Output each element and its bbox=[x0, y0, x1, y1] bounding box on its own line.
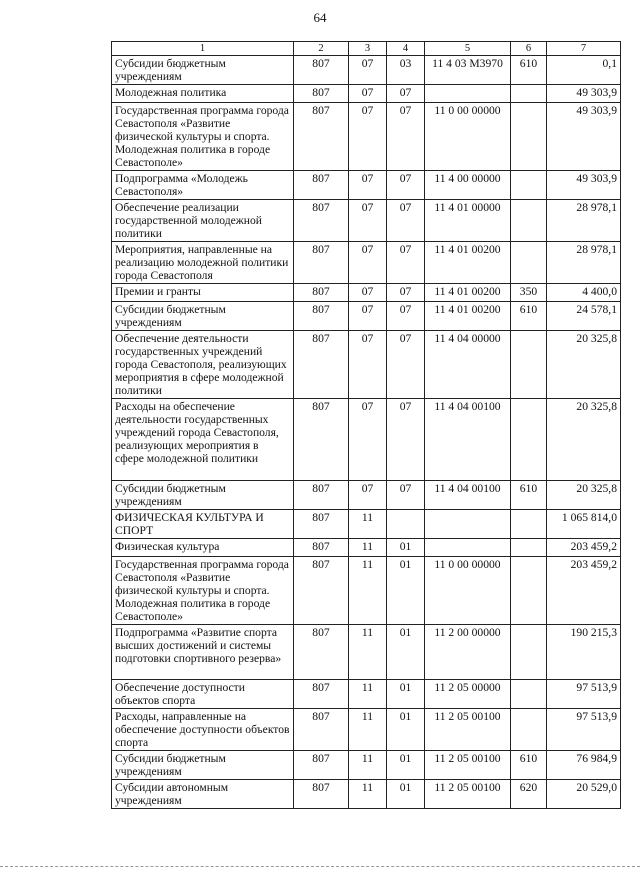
row-ministry: 807 bbox=[294, 200, 349, 242]
row-amount: 203 459,2 bbox=[547, 539, 621, 557]
table-row bbox=[112, 103, 621, 171]
row-target-article: 11 4 01 00200 bbox=[425, 242, 511, 284]
row-section: 07 bbox=[349, 171, 387, 200]
row-expense-type: 610 bbox=[511, 751, 547, 780]
row-ministry: 807 bbox=[294, 56, 349, 85]
row-subsection: 07 bbox=[387, 331, 425, 399]
col-header: 3 bbox=[349, 42, 387, 56]
table-row bbox=[112, 56, 621, 85]
row-expense-type bbox=[511, 399, 547, 481]
table-row bbox=[112, 510, 621, 539]
row-expense-type: 610 bbox=[511, 302, 547, 331]
row-ministry: 807 bbox=[294, 510, 349, 539]
row-name: ФИЗИЧЕСКАЯ КУЛЬТУРА И СПОРТ bbox=[112, 510, 294, 539]
row-target-article: 11 4 01 00200 bbox=[425, 302, 511, 331]
row-name: Премии и гранты bbox=[112, 284, 294, 302]
row-name: Субсидии бюджетным учреждениям bbox=[112, 302, 294, 331]
row-target-article: 11 2 00 00000 bbox=[425, 625, 511, 680]
row-subsection: 07 bbox=[387, 481, 425, 510]
row-target-article: 11 4 01 00200 bbox=[425, 284, 511, 302]
row-ministry: 807 bbox=[294, 751, 349, 780]
row-section: 07 bbox=[349, 481, 387, 510]
row-ministry: 807 bbox=[294, 85, 349, 103]
row-target-article: 11 0 00 00000 bbox=[425, 103, 511, 171]
row-expense-type bbox=[511, 200, 547, 242]
row-target-article bbox=[425, 510, 511, 539]
row-amount: 20 325,8 bbox=[547, 331, 621, 399]
table-row bbox=[112, 200, 621, 242]
table-row bbox=[112, 302, 621, 331]
table-row bbox=[112, 557, 621, 625]
header-row bbox=[112, 42, 621, 56]
row-expense-type bbox=[511, 331, 547, 399]
row-section: 11 bbox=[349, 510, 387, 539]
row-section: 11 bbox=[349, 780, 387, 809]
row-subsection: 07 bbox=[387, 171, 425, 200]
row-subsection: 07 bbox=[387, 103, 425, 171]
table-row bbox=[112, 709, 621, 751]
row-target-article: 11 2 05 00100 bbox=[425, 751, 511, 780]
row-subsection: 01 bbox=[387, 557, 425, 625]
row-amount: 49 303,9 bbox=[547, 85, 621, 103]
table-row bbox=[112, 85, 621, 103]
row-name: Субсидии автономным учреждениям bbox=[112, 780, 294, 809]
row-name: Государственная программа города Севастополя «Развитие физической культуры и спорта. Молодежная политика в городе Севастополе» bbox=[112, 557, 294, 625]
row-amount: 20 529,0 bbox=[547, 780, 621, 809]
row-subsection: 01 bbox=[387, 680, 425, 709]
row-ministry: 807 bbox=[294, 780, 349, 809]
row-subsection: 01 bbox=[387, 780, 425, 809]
row-name: Субсидии бюджетным учреждениям bbox=[112, 751, 294, 780]
table-row bbox=[112, 680, 621, 709]
row-target-article bbox=[425, 539, 511, 557]
row-name: Физическая культура bbox=[112, 539, 294, 557]
row-ministry: 807 bbox=[294, 625, 349, 680]
table-row bbox=[112, 399, 621, 481]
col-header: 6 bbox=[511, 42, 547, 56]
row-name: Подпрограмма «Молодежь Севастополя» bbox=[112, 171, 294, 200]
col-header: 5 bbox=[425, 42, 511, 56]
row-target-article: 11 4 01 00000 bbox=[425, 200, 511, 242]
row-subsection: 01 bbox=[387, 709, 425, 751]
row-subsection: 07 bbox=[387, 302, 425, 331]
row-expense-type: 610 bbox=[511, 481, 547, 510]
table-row bbox=[112, 331, 621, 399]
table-row bbox=[112, 481, 621, 510]
row-ministry: 807 bbox=[294, 242, 349, 284]
row-ministry: 807 bbox=[294, 302, 349, 331]
row-subsection: 01 bbox=[387, 751, 425, 780]
row-subsection: 03 bbox=[387, 56, 425, 85]
row-section: 07 bbox=[349, 242, 387, 284]
budget-table bbox=[111, 41, 621, 809]
row-expense-type: 350 bbox=[511, 284, 547, 302]
row-amount: 20 325,8 bbox=[547, 399, 621, 481]
row-amount: 24 578,1 bbox=[547, 302, 621, 331]
row-expense-type bbox=[511, 625, 547, 680]
col-header: 2 bbox=[294, 42, 349, 56]
row-expense-type bbox=[511, 539, 547, 557]
row-subsection: 07 bbox=[387, 85, 425, 103]
row-section: 07 bbox=[349, 284, 387, 302]
row-subsection: 07 bbox=[387, 399, 425, 481]
col-header: 7 bbox=[547, 42, 621, 56]
row-section: 07 bbox=[349, 200, 387, 242]
row-section: 07 bbox=[349, 302, 387, 331]
row-name: Подпрограмма «Развитие спорта высших достижений и системы подготовки спортивного резерва» bbox=[112, 625, 294, 680]
row-name: Государственная программа города Севастополя «Развитие физической культуры и спорта. Молодежная политика в городе Севастополе» bbox=[112, 103, 294, 171]
row-target-article: 11 0 00 00000 bbox=[425, 557, 511, 625]
row-section: 11 bbox=[349, 625, 387, 680]
row-name: Обеспечение реализации государственной молодежной политики bbox=[112, 200, 294, 242]
row-subsection bbox=[387, 510, 425, 539]
row-amount: 4 400,0 bbox=[547, 284, 621, 302]
col-header: 4 bbox=[387, 42, 425, 56]
row-ministry: 807 bbox=[294, 331, 349, 399]
row-amount: 20 325,8 bbox=[547, 481, 621, 510]
row-ministry: 807 bbox=[294, 481, 349, 510]
row-expense-type bbox=[511, 680, 547, 709]
row-subsection: 01 bbox=[387, 539, 425, 557]
col-header: 1 bbox=[112, 42, 294, 56]
row-target-article: 11 4 04 00000 bbox=[425, 331, 511, 399]
row-amount: 1 065 814,0 bbox=[547, 510, 621, 539]
row-ministry: 807 bbox=[294, 557, 349, 625]
row-expense-type: 620 bbox=[511, 780, 547, 809]
table-row bbox=[112, 539, 621, 557]
row-name: Субсидии бюджетным учреждениям bbox=[112, 56, 294, 85]
row-amount: 190 215,3 bbox=[547, 625, 621, 680]
row-ministry: 807 bbox=[294, 284, 349, 302]
table-row bbox=[112, 242, 621, 284]
row-subsection: 07 bbox=[387, 200, 425, 242]
row-target-article: 11 4 04 00100 bbox=[425, 399, 511, 481]
row-section: 11 bbox=[349, 680, 387, 709]
table-row bbox=[112, 284, 621, 302]
row-expense-type bbox=[511, 709, 547, 751]
row-name: Субсидии бюджетным учреждениям bbox=[112, 481, 294, 510]
table-row bbox=[112, 780, 621, 809]
row-name: Расходы на обеспечение деятельности государственных учреждений города Севастополя, реализующих мероприятия в сфере молодежной политики bbox=[112, 399, 294, 481]
row-name: Расходы, направленные на обеспечение доступности объектов спорта bbox=[112, 709, 294, 751]
page-edge-line bbox=[0, 866, 640, 869]
row-subsection: 01 bbox=[387, 625, 425, 680]
row-amount: 49 303,9 bbox=[547, 171, 621, 200]
row-amount: 203 459,2 bbox=[547, 557, 621, 625]
row-section: 07 bbox=[349, 103, 387, 171]
row-ministry: 807 bbox=[294, 171, 349, 200]
page-number: 64 bbox=[313, 10, 327, 25]
row-section: 11 bbox=[349, 709, 387, 751]
table-row bbox=[112, 625, 621, 680]
row-name: Обеспечение деятельности государственных учреждений города Севастополя, реализующих мероприятия в сфере молодежной политики bbox=[112, 331, 294, 399]
row-target-article: 11 4 00 00000 bbox=[425, 171, 511, 200]
row-subsection: 07 bbox=[387, 242, 425, 284]
row-expense-type bbox=[511, 242, 547, 284]
row-amount: 97 513,9 bbox=[547, 709, 621, 751]
row-section: 11 bbox=[349, 751, 387, 780]
row-target-article: 11 4 03 М3970 bbox=[425, 56, 511, 85]
row-ministry: 807 bbox=[294, 680, 349, 709]
row-target-article bbox=[425, 85, 511, 103]
row-amount: 97 513,9 bbox=[547, 680, 621, 709]
row-amount: 0,1 bbox=[547, 56, 621, 85]
row-ministry: 807 bbox=[294, 539, 349, 557]
row-subsection: 07 bbox=[387, 284, 425, 302]
row-section: 07 bbox=[349, 85, 387, 103]
table-row bbox=[112, 171, 621, 200]
table-row bbox=[112, 751, 621, 780]
row-expense-type bbox=[511, 557, 547, 625]
row-ministry: 807 bbox=[294, 103, 349, 171]
row-amount: 28 978,1 bbox=[547, 200, 621, 242]
row-target-article: 11 2 05 00000 bbox=[425, 680, 511, 709]
row-name: Молодежная политика bbox=[112, 85, 294, 103]
row-ministry: 807 bbox=[294, 399, 349, 481]
row-expense-type bbox=[511, 103, 547, 171]
row-target-article: 11 4 04 00100 bbox=[425, 481, 511, 510]
row-amount: 76 984,9 bbox=[547, 751, 621, 780]
row-expense-type: 610 bbox=[511, 56, 547, 85]
row-section: 11 bbox=[349, 557, 387, 625]
row-amount: 49 303,9 bbox=[547, 103, 621, 171]
row-target-article: 11 2 05 00100 bbox=[425, 709, 511, 751]
row-section: 07 bbox=[349, 399, 387, 481]
row-expense-type bbox=[511, 510, 547, 539]
row-section: 11 bbox=[349, 539, 387, 557]
row-section: 07 bbox=[349, 331, 387, 399]
row-ministry: 807 bbox=[294, 709, 349, 751]
row-target-article: 11 2 05 00100 bbox=[425, 780, 511, 809]
row-name: Мероприятия, направленные на реализацию молодежной политики города Севастополя bbox=[112, 242, 294, 284]
row-expense-type bbox=[511, 171, 547, 200]
row-expense-type bbox=[511, 85, 547, 103]
row-name: Обеспечение доступности объектов спорта bbox=[112, 680, 294, 709]
row-section: 07 bbox=[349, 56, 387, 85]
row-amount: 28 978,1 bbox=[547, 242, 621, 284]
